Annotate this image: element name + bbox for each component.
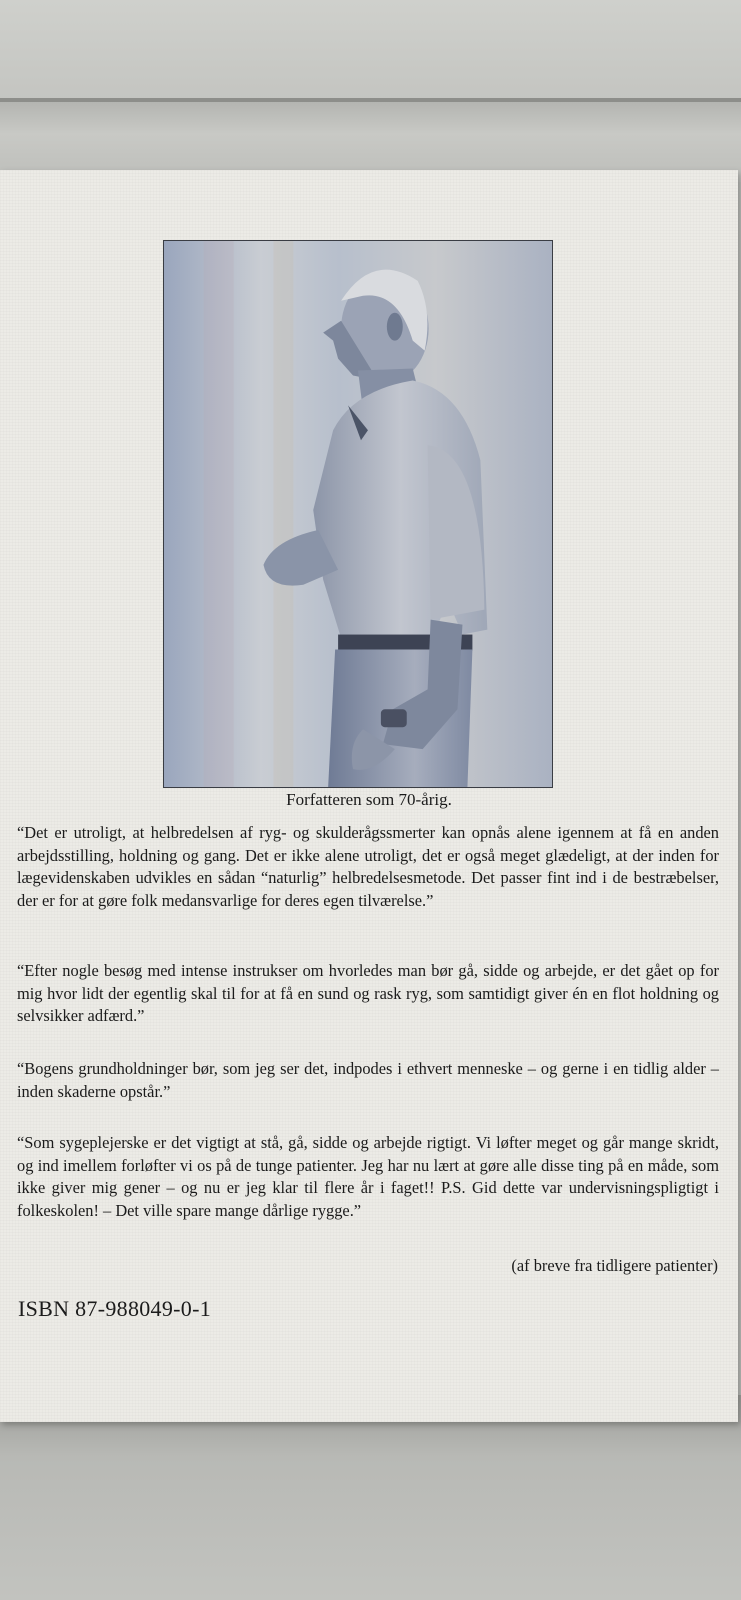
author-photo-illustration xyxy=(164,241,552,787)
photo-caption: Forfatteren som 70-årig. xyxy=(286,790,452,809)
book-back-cover xyxy=(0,170,738,1422)
quote-source: (af breve fra tidligere patienter) xyxy=(511,1256,718,1275)
floor-background-top xyxy=(0,0,741,100)
floor-background-bottom xyxy=(0,1395,741,1600)
testimonial-quote-4: “Som sygeplejerske er det vigtigt at stå, gå, sidde og arbejde rigtigt. Vi løfter meget og går mange skridt, og ind imellem forløfter vi os på de tunge patienter. Jeg har nu lært at gøre alle disse ting på en måde, som ikke giver mig gener – og nu er jeg klar til flere år i faget!! P.S. Gid dette var undervisningspligtigt i folkeskolen! – Det ville spare mange dårlige rygge.” xyxy=(17,1133,719,1220)
author-photo xyxy=(163,240,553,788)
testimonial-quote-3: “Bogens grundholdninger bør, som jeg ser det, indpodes i ethvert menneske – og gerne i en tidlig alder – inden skaderne opstår.” xyxy=(17,1059,719,1101)
testimonial-quote-1: “Det er utroligt, at helbredelsen af ryg- og skulderågssmerter kan opnås alene igennem at få en anden arbejdsstilling, holdning og gang. Det er ikke alene utroligt, det er også meget glædeligt, at der inden for lægevidenskaben udvikles en sådan “naturlig” helbredelsesmetode. Det passer fint ind i de bestræbelser, der er for at gøre folk medansvarlige for deres egen tilværelse.” xyxy=(17,823,719,910)
isbn-number: ISBN 87-988049-0-1 xyxy=(18,1296,212,1321)
testimonial-quote-2: “Efter nogle besøg med intense instrukser om hvorledes man bør gå, sidde og arbejde, er det gået op for mig hvor lidt der egentlig skal til for at få en sund og rask ryg, som samtidigt giver én en flot holdning og selvsikker adfærd.” xyxy=(17,961,719,1025)
